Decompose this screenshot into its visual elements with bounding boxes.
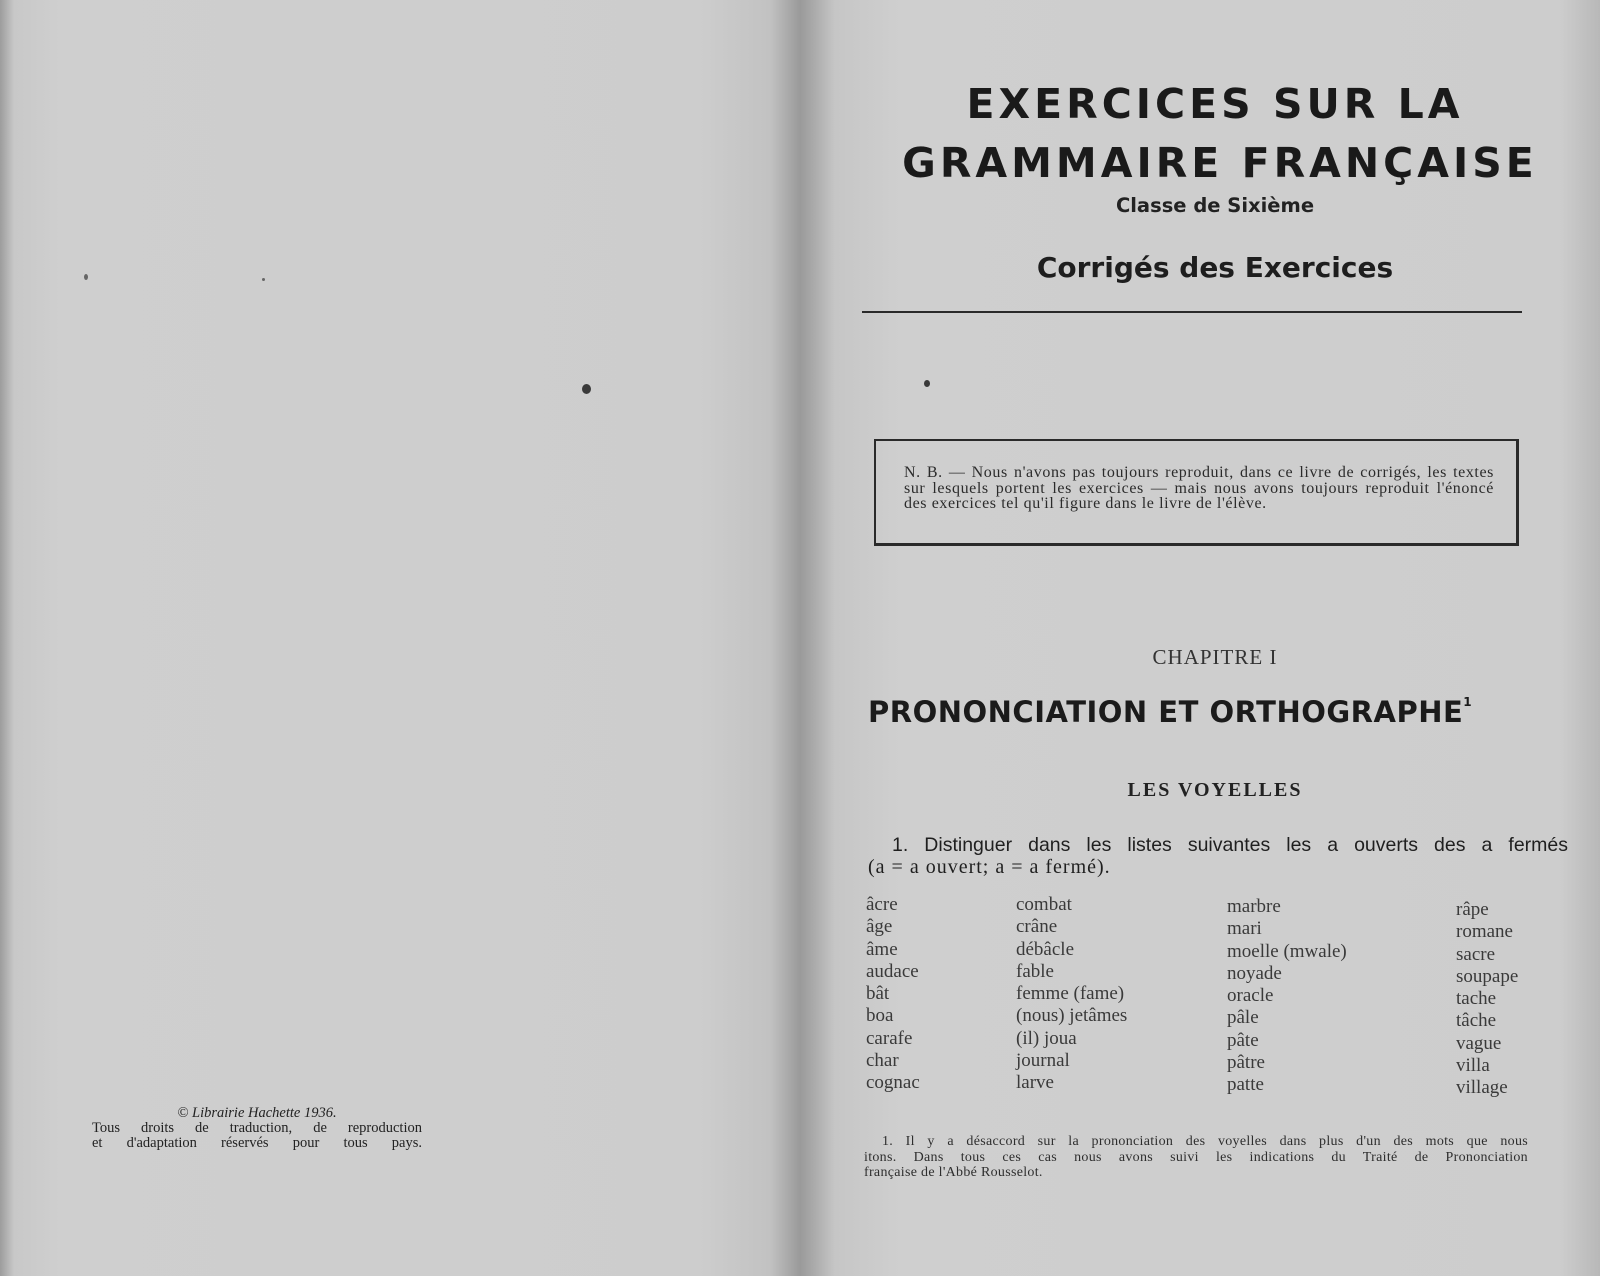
word: oracle [1227, 985, 1274, 1007]
word: char [866, 1050, 899, 1072]
footnote-line-2: itons. Dans tous ces cas nous avons suivi les indications du Traité de Prononciation [864, 1149, 1528, 1165]
exercise-line-1: 1. Distinguer dans les listes suivantes les a ouverts des a fermés [892, 834, 1568, 856]
section-title: LES VOYELLES [1127, 779, 1303, 801]
copyright-line: et d'adaptation réservés pour tous pays. [92, 1135, 422, 1151]
chapter-title [868, 695, 1568, 729]
corrections-subtitle: Corrigés des Exercices [1036, 251, 1394, 284]
word: tâche [1456, 1010, 1497, 1032]
word: femme (fame) [1016, 983, 1125, 1005]
word: patte [1227, 1074, 1264, 1096]
word: moelle (mwale) [1227, 940, 1347, 962]
exercise-line-2: (a = a ouvert; a = a fermé). [868, 856, 1111, 878]
class-subtitle: Classe de Sixième [1115, 194, 1315, 217]
footnote-line-1: 1. Il y a désaccord sur la prononciation des voyelles dans plus d'un des mots que nous [882, 1134, 1528, 1149]
word: (il) joua [1016, 1027, 1077, 1049]
word: carafe [866, 1027, 913, 1049]
word: bât [866, 983, 890, 1005]
nb-note-box [874, 439, 1519, 546]
word: mari [1227, 918, 1262, 940]
footnote-mark: 1 [1463, 695, 1473, 709]
ink-speck [924, 380, 930, 387]
word: boa [866, 1005, 894, 1027]
word: marbre [1227, 896, 1281, 917]
book-title-line-1: EXERCICES SUR LA [966, 80, 1464, 128]
word-column-4 [1456, 899, 1518, 1100]
copyright-line: © Librairie Hachette 1936. [177, 1105, 337, 1121]
ink-speck [262, 278, 265, 281]
copyright-line: Tous droits de traduction, de reproduction [92, 1120, 422, 1136]
word: (nous) jetâmes [1016, 1005, 1128, 1027]
word: pâtre [1227, 1052, 1265, 1074]
word: cognac [866, 1072, 920, 1094]
copyright-notice [92, 1106, 422, 1151]
word: âcre [866, 894, 898, 915]
right-page [800, 0, 1600, 1276]
footnote-line-3: française de l'Abbé Rousselot. [864, 1165, 1043, 1180]
word-column-1 [866, 894, 920, 1095]
ink-speck [582, 384, 591, 394]
word: noyade [1227, 962, 1282, 984]
word: vague [1456, 1032, 1502, 1054]
word: sacre [1456, 943, 1496, 965]
word: tache [1456, 988, 1497, 1010]
word-column-3 [1227, 896, 1347, 1097]
word-column-2 [1016, 894, 1127, 1095]
word: soupape [1456, 965, 1519, 987]
word: pâte [1227, 1029, 1259, 1051]
word: journal [1016, 1050, 1070, 1072]
word: pâle [1227, 1007, 1259, 1029]
word: larve [1016, 1072, 1054, 1094]
book-title-line-2: GRAMMAIRE FRANÇAISE [902, 139, 1538, 187]
chapter-footnote [864, 1134, 1528, 1181]
chapter-label: CHAPITRE I [1152, 645, 1278, 669]
word: âme [866, 938, 898, 960]
ink-speck [84, 274, 88, 280]
word: combat [1016, 894, 1072, 915]
word: fable [1016, 960, 1054, 982]
exercise-instruction [868, 834, 1568, 878]
chapter-title-text: PRONONCIATION ET ORTHOGRAPHE [868, 695, 1464, 729]
word: âge [866, 916, 893, 938]
word: crâne [1016, 916, 1058, 938]
word: râpe [1456, 899, 1489, 920]
word: audace [866, 960, 919, 982]
nb-note-text: N. B. — Nous n'avons pas toujours reproduit, dans ce livre de corrigés, les textes sur lesquels portent les exercices — mais nous avons toujours reproduit l'énoncé des exercices tel qu'il figure dans le livre de l'élève. [904, 464, 1494, 512]
title-divider [862, 311, 1522, 313]
word: village [1456, 1077, 1508, 1099]
word: villa [1456, 1055, 1490, 1077]
word: débâcle [1016, 938, 1075, 960]
word: romane [1456, 921, 1513, 943]
